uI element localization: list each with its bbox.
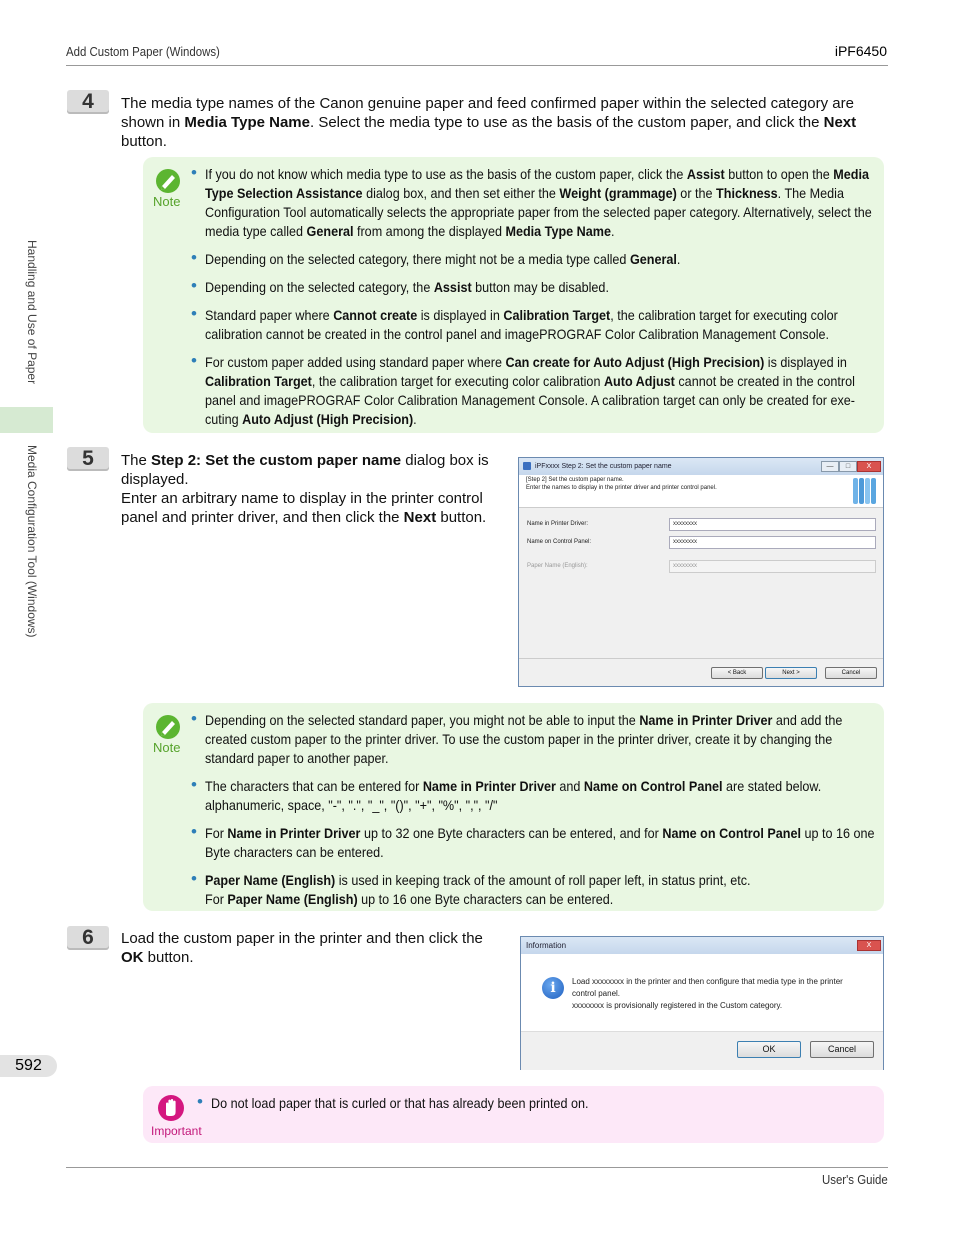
driver-name-label: Name in Printer Driver: [527, 521, 589, 527]
list-item: • Depending on the selected category, the Assist button may be disabled. [191, 278, 881, 297]
step-number-5: 5 [67, 447, 109, 471]
footer-guide: User's Guide [822, 1172, 888, 1187]
list-item: • If you do not know which media type to use as the basis of the custom paper, click the Assist button to open the Media Type Selection Assistance dialog box, and then set either the Weight (grammage) or the Thickness. The Media Configuration Tool automatically selects the appropriate paper from the selected paper category. Alternatively, select the media type called General from among the displayed Media Type Name. [191, 165, 881, 241]
cancel-button[interactable]: Cancel [825, 667, 877, 679]
running-header-model: iPF6450 [834, 43, 887, 59]
step-number-6: 6 [67, 926, 109, 950]
panel-name-label: Name on Control Panel: [527, 539, 592, 545]
note2-list [191, 711, 881, 918]
dialog-banner [519, 475, 883, 507]
step5-text: The Step 2: Set the custom paper name dialog box is displayed. Enter an arbitrary name to display in the printer control panel and printer driver, and then click the Next button. [121, 452, 489, 526]
important-box [143, 1086, 884, 1143]
minimize-button[interactable]: — [821, 461, 839, 472]
information-dialog [520, 936, 884, 1070]
dialog-titlebar [519, 458, 883, 475]
dialog-title: iPFxxxx Step 2: Set the custom paper name [535, 463, 672, 470]
sidebar-chapter-label[interactable]: Handling and Use of Paper [25, 240, 39, 385]
english-name-input: xxxxxxxx [669, 560, 876, 573]
printer-driver-name-input[interactable]: xxxxxxxx [669, 518, 876, 531]
app-icon [523, 462, 531, 470]
step-number-4: 4 [67, 90, 109, 114]
list-item: • Standard paper where Cannot create is displayed in Calibration Target, the calibration target for executing color calibration cannot be created in the control panel and imagePROGRAF Color Calibration Management Console. [191, 306, 881, 344]
cancel-button[interactable]: Cancel [810, 1041, 874, 1058]
list-item: • Do not load paper that is curled or that has already been printed on. [197, 1094, 877, 1113]
list-item: • Depending on the selected category, there might not be a media type called General. [191, 250, 881, 269]
close-button[interactable]: X [857, 461, 881, 472]
close-button[interactable]: X [857, 940, 881, 951]
header-divider [66, 65, 888, 66]
note-pencil-icon [153, 167, 183, 195]
paper-rolls-icon [849, 475, 881, 507]
step6-text: Load the custom paper in the printer and then click the OK button. [121, 930, 483, 966]
sidebar-section-label[interactable]: Media Configuration Tool (Windows) [25, 445, 39, 638]
dialog-titlebar [521, 937, 883, 954]
important-hand-icon [157, 1094, 185, 1122]
note-box-1 [143, 157, 884, 433]
list-item: • Paper Name (English) is used in keeping track of the amount of roll paper left, in status print, etc. For Paper Name (English) up to 16 one Byte characters can be entered. [191, 871, 881, 909]
ok-button[interactable]: OK [737, 1041, 801, 1058]
control-panel-name-input[interactable]: xxxxxxxx [669, 536, 876, 549]
page-number: 592 [0, 1055, 57, 1077]
dialog-instruction: Enter the names to display in the printer driver and printer control panel. [526, 485, 717, 491]
note-box-2 [143, 703, 884, 911]
dialog-heading: [Step 2] Set the custom paper name. [526, 477, 624, 483]
footer-divider [66, 1167, 888, 1168]
running-header-section: Add Custom Paper (Windows) [66, 44, 220, 59]
list-item: • For custom paper added using standard paper where Can create for Auto Adjust (High Precision) is displayed in Calibration Target, the calibration target for executing color calibration Auto Adjust cannot be created in the control panel and imagePROGRAF Color Calibration Management Console. A calibration target can only be created for exe-cuting Auto Adjust (High Precision). [191, 353, 881, 429]
important-label: Important [151, 1124, 202, 1138]
note-label: Note [153, 194, 181, 209]
next-button[interactable]: Next > [765, 667, 817, 679]
important-list [197, 1094, 877, 1122]
list-item: • For Name in Printer Driver up to 32 one Byte characters can be entered, and for Name on Control Panel up to 16 one Byte characters can be entered. [191, 824, 881, 862]
back-button[interactable]: < Back [711, 667, 763, 679]
dialog-title: Information [526, 941, 567, 950]
list-item: • The characters that can be entered for Name in Printer Driver and Name on Control Panel are stated below. alphanumeric, space, "-", ".", "_", "()", "+", "%", ",", "/" [191, 777, 881, 815]
sidebar-active-marker [0, 407, 53, 433]
info-icon: i [542, 977, 564, 999]
custom-paper-name-dialog [518, 457, 884, 687]
step4-text: The media type names of the Canon genuine paper and feed confirmed paper within the selected category are shown in Media Type Name. Select the media type to use as the basis of the custom paper, and click the Next button. [121, 95, 857, 150]
note-label: Note [153, 740, 181, 755]
note1-list [191, 165, 881, 438]
maximize-button[interactable]: □ [839, 461, 857, 472]
list-item: • Depending on the selected standard paper, you might not be able to input the Name in Printer Driver and add the created custom paper to the printer driver. To use the custom paper in the printer driver, create it by changing the standard paper to another paper. [191, 711, 881, 768]
info-message: Load xxxxxxxx in the printer and then configure that media type in the printer control panel. xxxxxxxx is provisionally registered in the Custom category. [572, 977, 843, 1010]
note-pencil-icon [153, 713, 183, 741]
english-name-label: Paper Name (English): [527, 563, 588, 569]
